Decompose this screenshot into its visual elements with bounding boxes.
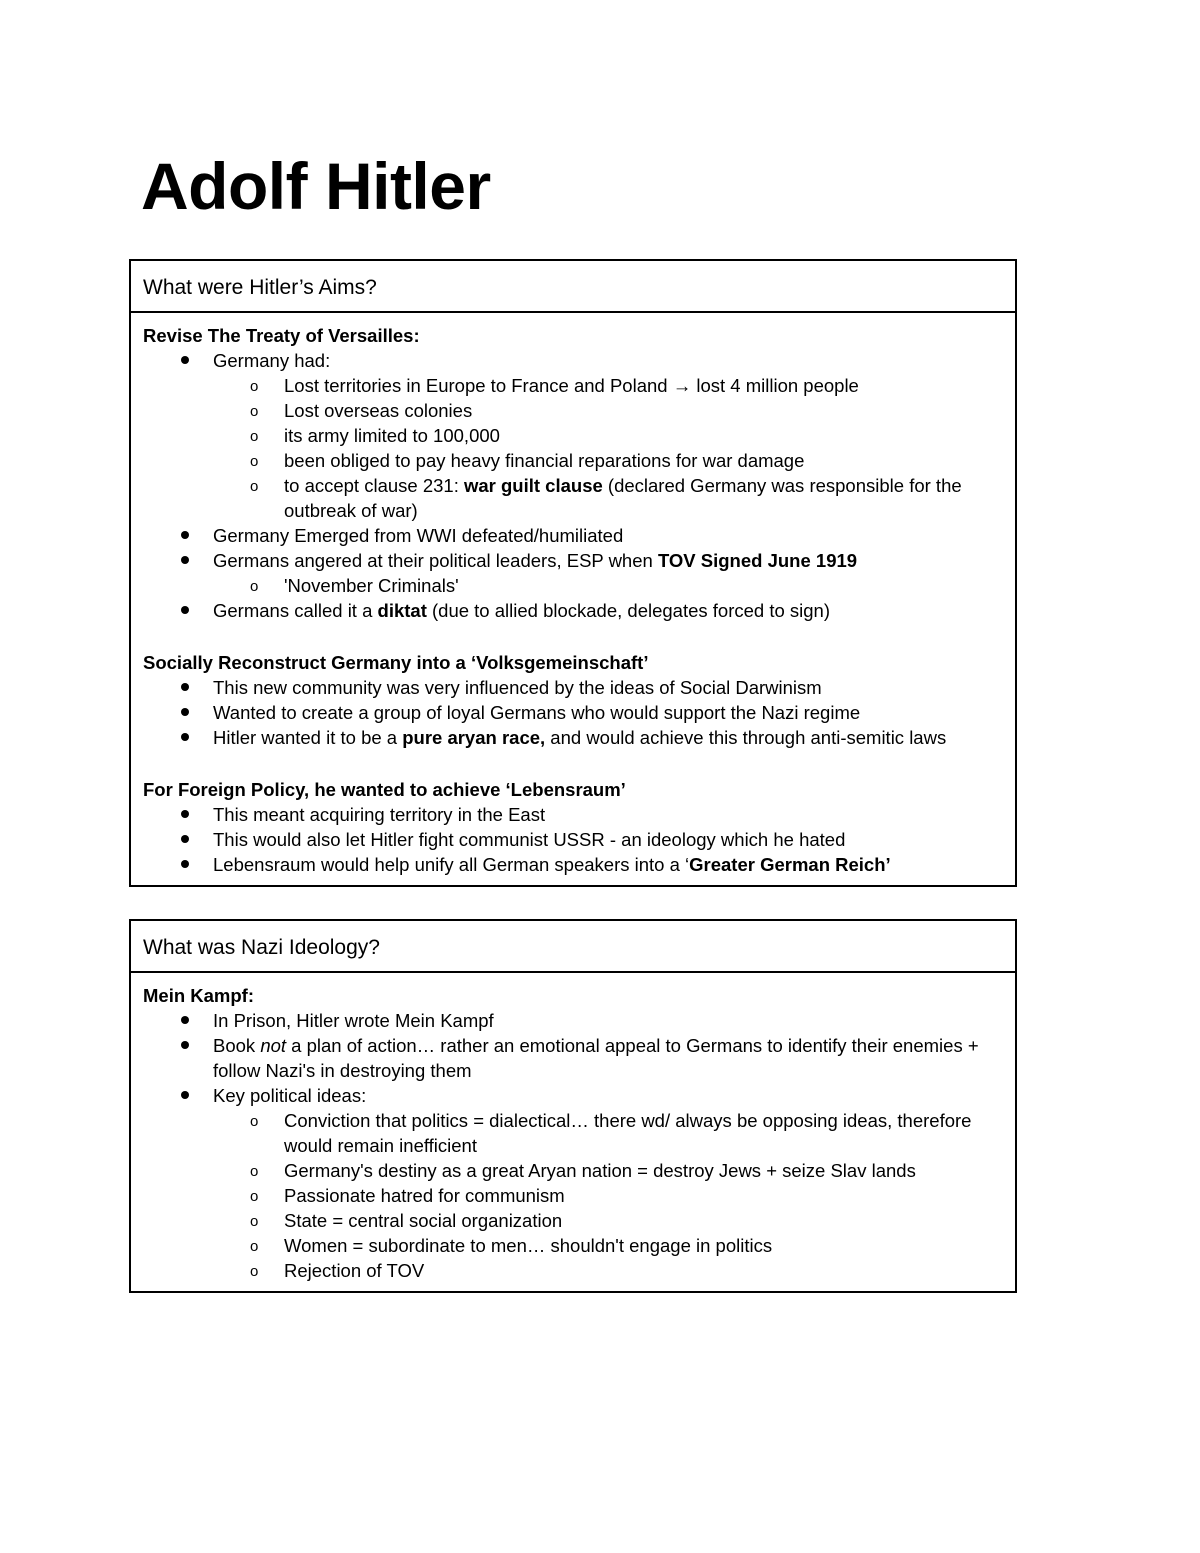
tov-signed: TOV Signed June 1919	[657, 550, 858, 571]
list-item: This meant acquiring territory in the East	[143, 802, 1001, 827]
diktat-term: diktat	[377, 600, 427, 621]
list-item: Germans angered at their political leaders, ESP when TOV Signed June 1919	[143, 548, 1001, 573]
list-item: o State = central social organization	[143, 1208, 1001, 1233]
list-item: o been obliged to pay heavy financial reparations for war damage	[143, 448, 1001, 473]
list-item: Book not a plan of action… rather an emotional appeal to Germans to identify their enemies + follow Nazi's in destroying them	[143, 1033, 1001, 1083]
volksgemeinschaft-subheading: Socially Reconstruct Germany into a ‘Volksgemeinschaft’	[143, 652, 649, 673]
war-guilt-clause: war guilt clause	[463, 475, 603, 496]
list-item: o Women = subordinate to men… shouldn't engage in politics	[143, 1233, 1001, 1258]
list-item: o 'November Criminals'	[143, 573, 1001, 598]
aims-heading: What were Hitler’s Aims?	[131, 261, 1015, 313]
list-item: In Prison, Hitler wrote Mein Kampf	[143, 1008, 1001, 1033]
ideology-section	[129, 919, 1017, 1293]
list-item: o to accept clause 231: war guilt clause (declared Germany was responsible for the outbreak of war)	[143, 473, 1001, 523]
list-item: o Lost territories in Europe to France and Poland → lost 4 million people	[143, 373, 1001, 398]
list-item: Key political ideas:	[143, 1083, 1001, 1108]
treaty-subheading: Revise The Treaty of Versailles:	[143, 325, 420, 346]
list-item: Hitler wanted it to be a pure aryan race, and would achieve this through anti-semitic laws	[143, 725, 1001, 750]
list-item: o its army limited to 100,000	[143, 423, 1001, 448]
list-item: Germany Emerged from WWI defeated/humiliated	[143, 523, 1001, 548]
list-item: o Conviction that politics = dialectical… there wd/ always be opposing ideas, therefore would remain inefficient	[143, 1108, 1001, 1158]
list-item: This new community was very influenced by the ideas of Social Darwinism	[143, 675, 1001, 700]
list-item: o Lost overseas colonies	[143, 398, 1001, 423]
list-item: Lebensraum would help unify all German speakers into a ‘Greater German Reich’	[143, 852, 1001, 877]
mein-kampf-subheading: Mein Kampf:	[143, 985, 254, 1006]
ideology-list	[143, 1008, 1001, 1283]
list-item: Wanted to create a group of loyal Germans who would support the Nazi regime	[143, 700, 1001, 725]
volksgemeinschaft-list	[143, 675, 1001, 750]
page-title: Adolf Hitler	[141, 149, 491, 223]
not-emphasis: not	[260, 1035, 287, 1056]
list-item: Germans called it a diktat (due to allied blockade, delegates forced to sign)	[143, 598, 1001, 623]
greater-german-reich: Greater German Reich’	[689, 854, 891, 875]
ideology-body	[131, 973, 1015, 1291]
list-item: o Germany's destiny as a great Aryan nation = destroy Jews + seize Slav lands	[143, 1158, 1001, 1183]
list-item: o Rejection of TOV	[143, 1258, 1001, 1283]
lebensraum-subheading: For Foreign Policy, he wanted to achieve ‘Lebensraum’	[143, 779, 626, 800]
pure-aryan-race: pure aryan race,	[402, 727, 546, 748]
lebensraum-list	[143, 802, 1001, 877]
aims-body	[131, 313, 1015, 885]
ideology-heading: What was Nazi Ideology?	[131, 921, 1015, 973]
treaty-list	[143, 348, 1001, 623]
list-item: This would also let Hitler fight communist USSR - an ideology which he hated	[143, 827, 1001, 852]
list-item: o Passionate hatred for communism	[143, 1183, 1001, 1208]
list-item: Germany had:	[143, 348, 1001, 373]
aims-section	[129, 259, 1017, 887]
